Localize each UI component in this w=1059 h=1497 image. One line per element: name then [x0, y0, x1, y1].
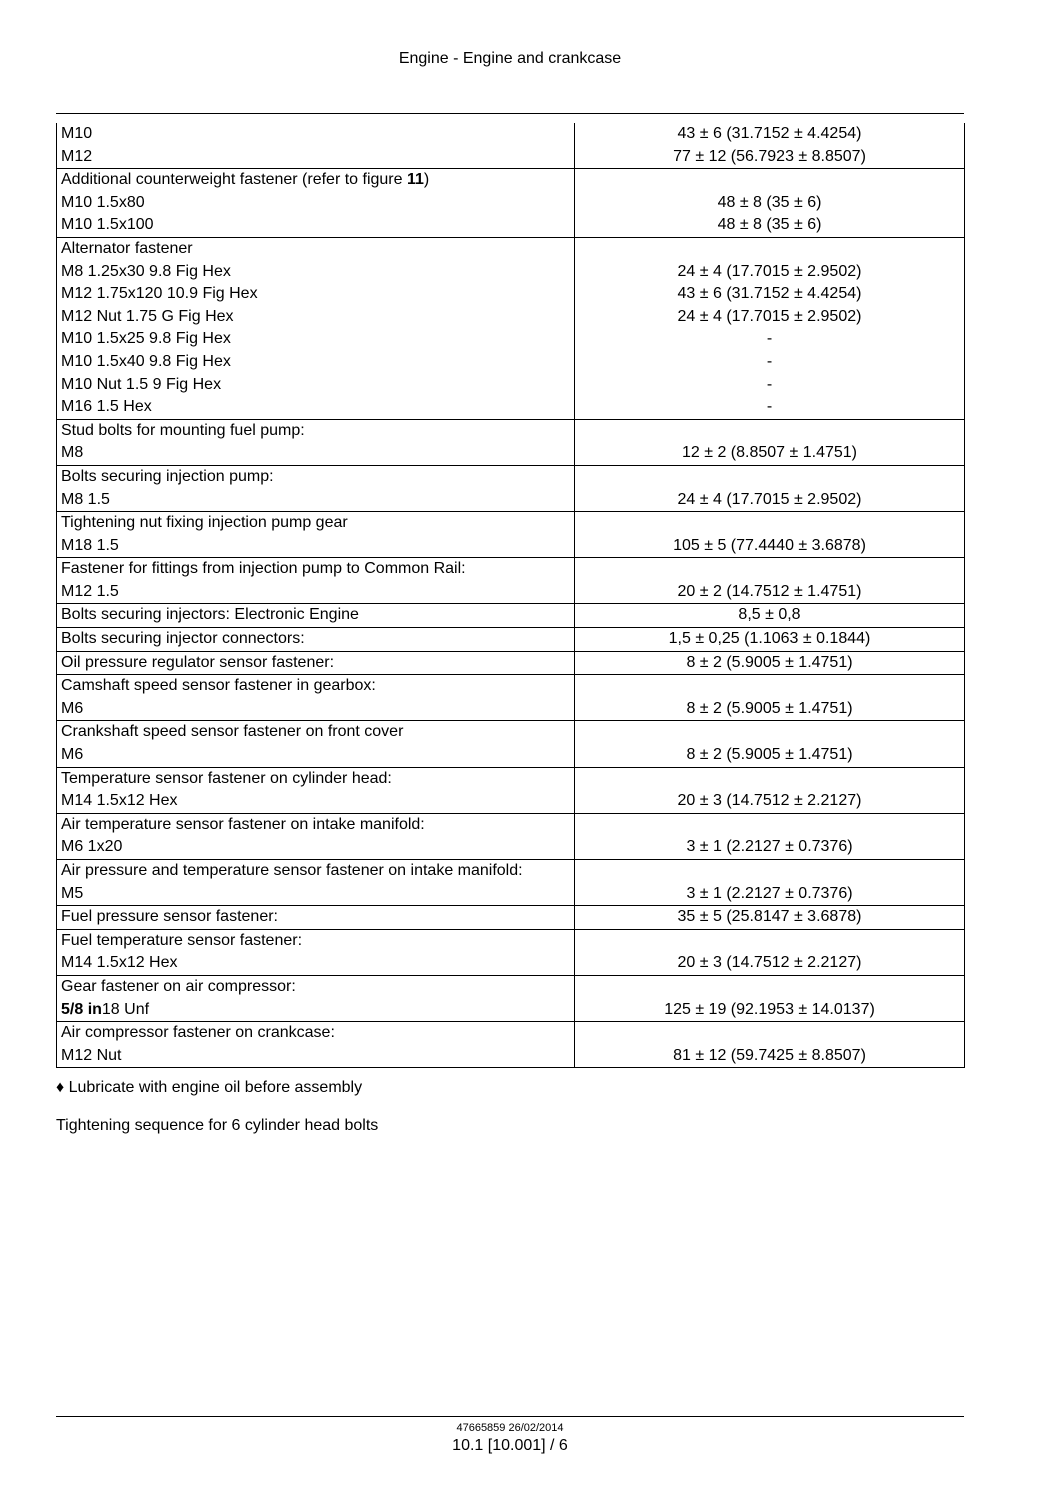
table-row: [57, 628, 965, 652]
fastener-line: Air temperature sensor fastener on intake manifold:: [61, 815, 425, 833]
torque-value: -: [766, 330, 773, 348]
torque-value: [575, 466, 964, 489]
torque-value: 3 ± 1 (2.2127 ± 0.7376): [686, 884, 853, 902]
footer-divider: [56, 1416, 964, 1417]
fastener-description: [57, 906, 575, 930]
fastener-line: Temperature sensor fastener on cylinder head:: [61, 769, 392, 787]
torque-value-cell: [575, 929, 965, 975]
table-row: [57, 123, 965, 169]
fastener-line: M12 Nut: [61, 1046, 122, 1064]
table-row: [57, 767, 965, 813]
fastener-line: 5/8 in18 Unf: [61, 1000, 150, 1018]
fastener-line: M16 1.5 Hex: [61, 398, 152, 416]
table-row: [57, 651, 965, 675]
fastener-description: [57, 721, 575, 767]
fastener-line: Bolts securing injectors: Electronic Engine: [61, 606, 359, 624]
document-code: 47665859 26/02/2014: [456, 1422, 564, 1434]
torque-value-cell: [575, 628, 965, 652]
torque-value: 105 ± 5 (77.4440 ± 3.6878): [673, 536, 866, 554]
table-row: [57, 721, 965, 767]
fastener-line: Air compressor fastener on crankcase:: [61, 1024, 335, 1042]
torque-value: 20 ± 3 (14.7512 ± 2.2127): [677, 792, 862, 810]
table-row: [57, 813, 965, 859]
torque-value: 24 ± 4 (17.7015 ± 2.9502): [677, 490, 862, 508]
fastener-description: [57, 237, 575, 419]
fastener-line: M12 1.5: [61, 582, 119, 600]
torque-value-cell: [575, 558, 965, 604]
fastener-line: M6: [61, 746, 84, 764]
torque-value: [575, 238, 964, 261]
fastener-description: [57, 651, 575, 675]
figure-reference: 11: [406, 171, 424, 189]
fastener-line: M12 1.75x120 10.9 Fig Hex: [61, 285, 258, 303]
fastener-line: Additional counterweight fastener (refer to figure 11): [61, 171, 430, 189]
fastener-line: M12 Nut 1.75 G Fig Hex: [61, 307, 234, 325]
torque-value: 125 ± 19 (92.1953 ± 14.0137): [664, 1000, 875, 1018]
fastener-description: [57, 465, 575, 511]
table-row: [57, 237, 965, 419]
torque-value: 48 ± 8 (35 ± 6): [717, 216, 822, 234]
torque-value-cell: [575, 767, 965, 813]
torque-value-cell: [575, 813, 965, 859]
fastener-line: Bolts securing injector connectors:: [61, 630, 305, 648]
fastener-line: M5: [61, 884, 84, 902]
tightening-sequence-note: Tightening sequence for 6 cylinder head bolts: [56, 1117, 379, 1134]
fastener-line: Stud bolts for mounting fuel pump:: [61, 421, 305, 439]
torque-value: -: [766, 398, 773, 416]
fastener-line: Air pressure and temperature sensor fastener on intake manifold:: [61, 862, 523, 879]
fastener-line: M14 1.5x12 Hex: [61, 954, 178, 972]
torque-value: 1,5 ± 0,25 (1.1063 ± 0.1844): [668, 630, 871, 648]
table-row: [57, 558, 965, 604]
fastener-description: [57, 512, 575, 558]
fastener-line: Alternator fastener: [61, 239, 193, 257]
page-header-title: Engine - Engine and crankcase: [398, 50, 622, 67]
fastener-line: Crankshaft speed sensor fastener on front cover: [61, 723, 404, 741]
torque-value-cell: [575, 860, 965, 906]
torque-value: -: [766, 375, 773, 393]
torque-value: 81 ± 12 (59.7425 ± 8.8507): [673, 1046, 866, 1064]
lubricate-note: ♦ Lubricate with engine oil before assembly: [56, 1079, 363, 1096]
torque-value: 77 ± 12 (56.7923 ± 8.8507): [673, 147, 866, 165]
fastener-description: [57, 628, 575, 652]
torque-value: 24 ± 4 (17.7015 ± 2.9502): [677, 307, 862, 325]
table-row: [57, 465, 965, 511]
table-row: [57, 1022, 965, 1068]
torque-value-cell: [575, 906, 965, 930]
torque-value: [575, 675, 964, 698]
fastener-description: [57, 604, 575, 628]
torque-value: [575, 814, 964, 837]
torque-value-cell: [575, 419, 965, 465]
page-number: 10.1 [10.001] / 6: [452, 1437, 568, 1454]
torque-value: 48 ± 8 (35 ± 6): [717, 193, 822, 211]
torque-value-cell: [575, 237, 965, 419]
torque-value: [575, 721, 964, 744]
torque-value-cell: [575, 651, 965, 675]
fastener-line: Fuel temperature sensor fastener:: [61, 931, 303, 949]
torque-value: 35 ± 5 (25.8147 ± 3.6878): [677, 908, 862, 926]
table-row: [57, 675, 965, 721]
torque-table: [56, 123, 965, 1068]
torque-value: [575, 976, 964, 999]
table-row: [57, 860, 965, 906]
fastener-description: [57, 813, 575, 859]
torque-value: 8 ± 2 (5.9005 ± 1.4751): [686, 653, 853, 671]
fastener-line: Oil pressure regulator sensor fastener:: [61, 653, 335, 671]
fastener-description: [57, 419, 575, 465]
fastener-line: M8 1.5: [61, 490, 110, 508]
fastener-line: Gear fastener on air compressor:: [61, 977, 296, 995]
torque-value-cell: [575, 169, 965, 238]
fastener-line: M18 1.5: [61, 536, 119, 554]
table-row: [57, 604, 965, 628]
table-row: [57, 419, 965, 465]
fastener-line: Bolts securing injection pump:: [61, 467, 274, 485]
fastener-description: [57, 767, 575, 813]
fastener-description: [57, 558, 575, 604]
torque-value: [575, 768, 964, 791]
torque-value: 8 ± 2 (5.9005 ± 1.4751): [686, 746, 853, 764]
header-divider: [56, 113, 964, 114]
fastener-line: Fuel pressure sensor fastener:: [61, 908, 278, 926]
fastener-line: M8 1.25x30 9.8 Fig Hex: [61, 262, 231, 280]
table-row: [57, 512, 965, 558]
fastener-description: [57, 675, 575, 721]
fastener-description: [57, 975, 575, 1021]
fastener-line: M10 1.5x100: [61, 216, 154, 234]
torque-value-cell: [575, 975, 965, 1021]
fastener-line: M12: [61, 147, 93, 165]
torque-value: 8,5 ± 0,8: [738, 606, 801, 624]
fastener-description: [57, 860, 575, 906]
torque-value: -: [766, 352, 773, 370]
fastener-line: Tightening nut fixing injection pump gear: [61, 514, 348, 532]
torque-value: 20 ± 3 (14.7512 ± 2.2127): [677, 954, 862, 972]
torque-value: [575, 169, 964, 192]
torque-value-cell: [575, 465, 965, 511]
fastener-line: Camshaft speed sensor fastener in gearbox:: [61, 677, 376, 695]
torque-value: [575, 860, 964, 883]
torque-value: [575, 512, 964, 535]
torque-value-cell: [575, 1022, 965, 1068]
table-row: [57, 929, 965, 975]
torque-value: [575, 420, 964, 443]
fastener-line: M10: [61, 125, 93, 142]
torque-value: 43 ± 6 (31.7152 ± 4.4254): [677, 125, 862, 142]
torque-value: 8 ± 2 (5.9005 ± 1.4751): [686, 699, 853, 717]
table-row: [57, 975, 965, 1021]
torque-value-cell: [575, 123, 965, 169]
fastener-description: [57, 169, 575, 238]
torque-value-cell: [575, 512, 965, 558]
torque-value-cell: [575, 604, 965, 628]
thread-size: 5/8 in: [61, 1000, 102, 1018]
torque-value-cell: [575, 721, 965, 767]
torque-value: 20 ± 2 (14.7512 ± 1.4751): [677, 582, 862, 600]
torque-value: 43 ± 6 (31.7152 ± 4.4254): [677, 285, 862, 303]
torque-value: [575, 930, 964, 953]
fastener-line: M6: [61, 699, 84, 717]
torque-value: [575, 558, 964, 581]
torque-value: 24 ± 4 (17.7015 ± 2.9502): [677, 262, 862, 280]
table-row: [57, 906, 965, 930]
torque-value: [575, 1022, 964, 1045]
fastener-line: M10 1.5x40 9.8 Fig Hex: [61, 352, 231, 370]
fastener-description: [57, 123, 575, 169]
fastener-line: Fastener for fittings from injection pump to Common Rail:: [61, 560, 466, 578]
fastener-line: M6 1x20: [61, 838, 123, 856]
table-row: [57, 169, 965, 238]
fastener-line: M10 1.5x80: [61, 193, 145, 211]
torque-value: 12 ± 2 (8.8507 ± 1.4751): [681, 444, 857, 462]
fastener-description: [57, 1022, 575, 1068]
fastener-line: M10 1.5x25 9.8 Fig Hex: [61, 330, 231, 348]
torque-value-cell: [575, 675, 965, 721]
fastener-line: M14 1.5x12 Hex: [61, 792, 178, 810]
torque-value: 3 ± 1 (2.2127 ± 0.7376): [686, 838, 853, 856]
fastener-line: M10 Nut 1.5 9 Fig Hex: [61, 375, 222, 393]
fastener-description: [57, 929, 575, 975]
fastener-line: M8: [61, 444, 84, 462]
